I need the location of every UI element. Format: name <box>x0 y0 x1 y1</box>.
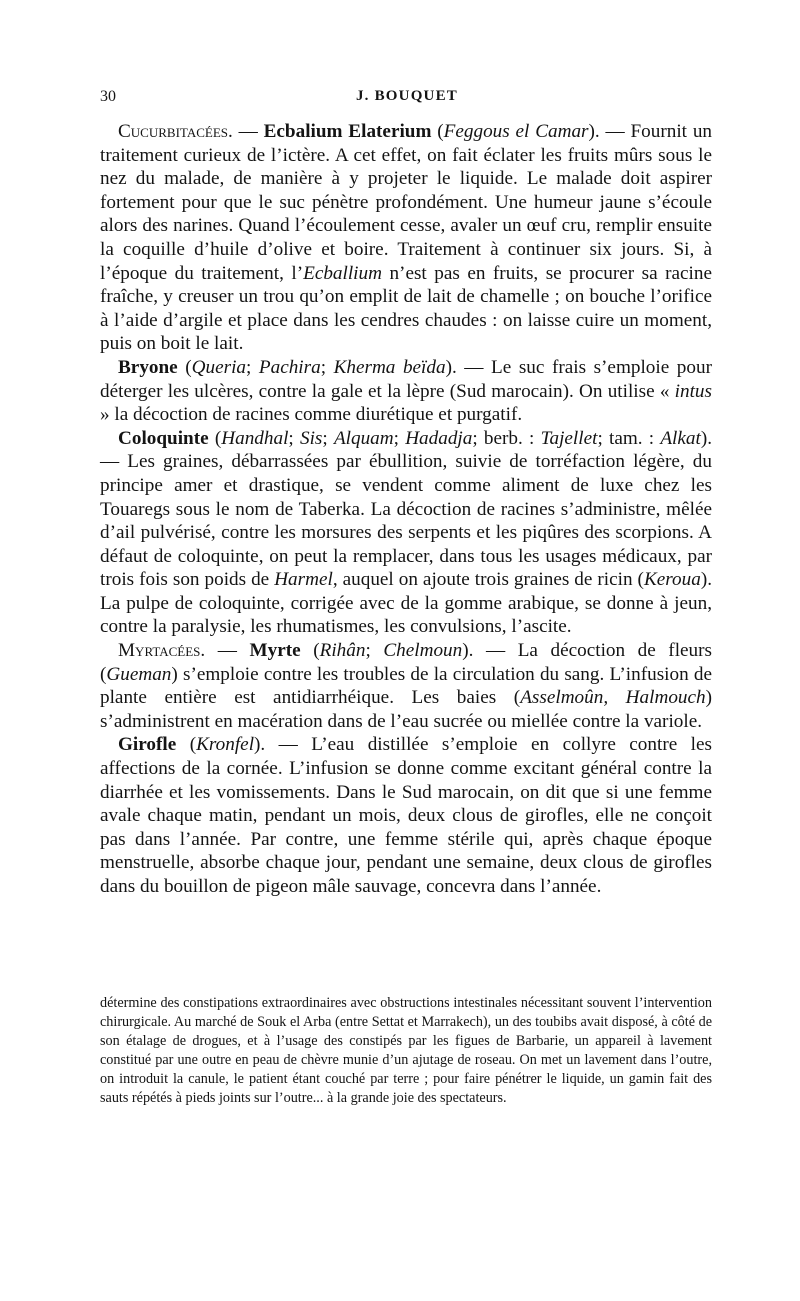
page-number: 30 <box>100 88 116 105</box>
vernacular-name: Sis <box>299 427 323 449</box>
vernacular-name: Queria <box>191 356 246 378</box>
page-header <box>100 88 714 116</box>
text-run: ; <box>365 640 384 662</box>
text-run: ; <box>320 356 334 378</box>
vernacular-name: Alquam <box>333 427 394 449</box>
text-run: n’est pas en fruits, se procurer sa racine fraîche, y creuser un trou qu’on emplit de lait de chamelle ; on bouche l’orifice à l’aide d’argile et place dans les cendres chaudes : on laisse cuire un moment, puis on boit le lait. <box>100 262 712 355</box>
family-heading: Cucurbitacées. <box>118 121 233 142</box>
paragraph-cucurbitacees <box>100 120 712 356</box>
vernacular-name: Handhal <box>221 427 289 449</box>
vernacular-name: Rihân <box>319 640 366 662</box>
plant-term: Coloquinte <box>118 427 209 449</box>
vernacular-name: Feggous el Camar <box>443 121 589 142</box>
vernacular-name: Kherma beïda <box>333 356 446 378</box>
family-heading: Myrtacées. <box>118 640 206 662</box>
vernacular-name: Harmel <box>274 569 333 591</box>
text-run: ( <box>176 734 197 756</box>
footnote <box>100 994 712 1108</box>
main-text <box>100 120 712 899</box>
text-run: ( <box>177 356 192 378</box>
text-run: ). — Les graines, débarrassées par ébullition, suivie de torréfaction légère, du principe amer et drastique, se vendent comme aliment de luxe chez les Touaregs sous le nom de Taberka. La décoction de racines s’administre, mêlée d’ail pulvérisé, contre les morsures des serpents et les piqûres des scorpions. A défaut de coloquinte, on peut la remplacer, dans tous les usages médicaux, par trois fois son poids de <box>100 427 713 591</box>
text-run: ( <box>300 640 320 662</box>
vernacular-name: Gueman <box>106 663 172 685</box>
text-run: ) s’emploie contre les troubles de la circulation du sang. L’infusion de plante entière est antidiarrhéique. Les baies ( <box>100 663 712 709</box>
plant-term: Myrte <box>249 640 301 662</box>
vernacular-name: Chelmoun <box>383 640 463 662</box>
vernacular-name: Kronfel <box>196 734 255 756</box>
text-run: ). — L’eau distillée s’emploie en collyre contre les affections de la cornée. L’infusion se donne comme excitant général contre la diarrhée et les vomissements. Dans le Sud marocain, on dit que si une femme avale chaque matin, pendant un mois, deux clous de girofles, elle ne conçoit pas dans l’année. Par contre, une femme stérile qui, après chaque époque menstruelle, absorbe chaque jour, pendant une semaine, deux clous de girofles dans du bouillon de pigeon mâle sauvage, concevra dans l’année. <box>100 734 712 897</box>
paragraph-bryone <box>100 356 712 427</box>
text-run: ; <box>246 356 259 378</box>
text-run: ; berb. : <box>472 427 541 449</box>
text-run: ; <box>288 427 300 449</box>
vernacular-name: Asselmoûn, Halmouch <box>520 687 706 709</box>
text-run: — <box>232 121 264 142</box>
text-run: ). La pulpe de coloquinte, corrigée avec de la gomme arabique, se donne à jeun, contre la paralysie, les rhumatismes, les convulsions, l’ascite. <box>100 569 712 638</box>
vernacular-name: Pachira <box>258 356 321 378</box>
paragraph-coloquinte <box>100 427 712 639</box>
running-title: J. BOUQUET <box>355 88 458 104</box>
paragraph-myrtacees <box>100 639 712 733</box>
vernacular-name: Hadadja <box>405 427 473 449</box>
latin-word: intus <box>674 380 712 402</box>
plant-term: Bryone <box>118 356 178 378</box>
vernacular-name: Tajellet <box>540 427 598 449</box>
paragraph-girofle <box>100 733 712 898</box>
text-run: ). — Le suc frais s’emploie pour déterger les ulcères, contre la gale et la lèpre (Sud marocain). On utilise « <box>100 356 712 402</box>
text-run: ) s’administrent en macération dans de l’eau sucrée ou miellée contre la variole. <box>100 687 713 732</box>
text-run: ). — La décoction de fleurs ( <box>100 640 712 685</box>
text-run: ; <box>393 427 406 449</box>
vernacular-name: Keroua <box>643 569 701 591</box>
text-run: , auquel on ajoute trois graines de ricin ( <box>332 569 644 591</box>
footnote-text: détermine des constipations extraordinaires avec obstructions intestinales nécessitant souvent l’intervention chirurgicale. Au marché de Souk el Arba (entre Settat et Marrakech), un des toubibs avait disposé, à côté de son étalage de drogues, et à l’usage des constipés par les figues de Barbarie, un appareil à lavement constitué par une outre en peau de chèvre munie d’un ajutage de roseau. On met un lavement dans l’outre, on introduit la canule, le patient étant couché par terre ; pour faire pénétrer le liquide, un gamin fait des sauts répétés à pieds joints sur l’outre... à la grande joie des spectateurs. <box>100 995 712 1106</box>
plant-term: Girofle <box>118 734 177 756</box>
text-run: ; tam. : <box>597 427 661 449</box>
text-run: » la décoction de racines comme diurétique et purgatif. <box>100 404 523 426</box>
latin-name: Ecballium <box>303 262 382 284</box>
text-run: ; <box>322 427 334 449</box>
vernacular-name: Alkat <box>660 427 701 449</box>
plant-term: Ecbalium Elaterium <box>263 121 432 142</box>
text-run: ( <box>208 427 222 449</box>
text-run: — <box>205 640 250 662</box>
text-run: ). — Fournit un traitement curieux de l’ictère. A cet effet, on fait éclater les fruits mûrs sous le nez du malade, de manière à y projeter le liquide. Le malade doit aspirer fortement pour que le suc pénètre profondément. Une humeur jaune s’écoule alors des narines. Quand l’écoulement cesse, avaler un œuf cru, remplir ensuite la coquille d’huile d’olive et boire. Traitement à continuer six jours. Si, à l’époque du traitement, l’ <box>100 121 713 284</box>
text-run: ( <box>431 121 444 142</box>
